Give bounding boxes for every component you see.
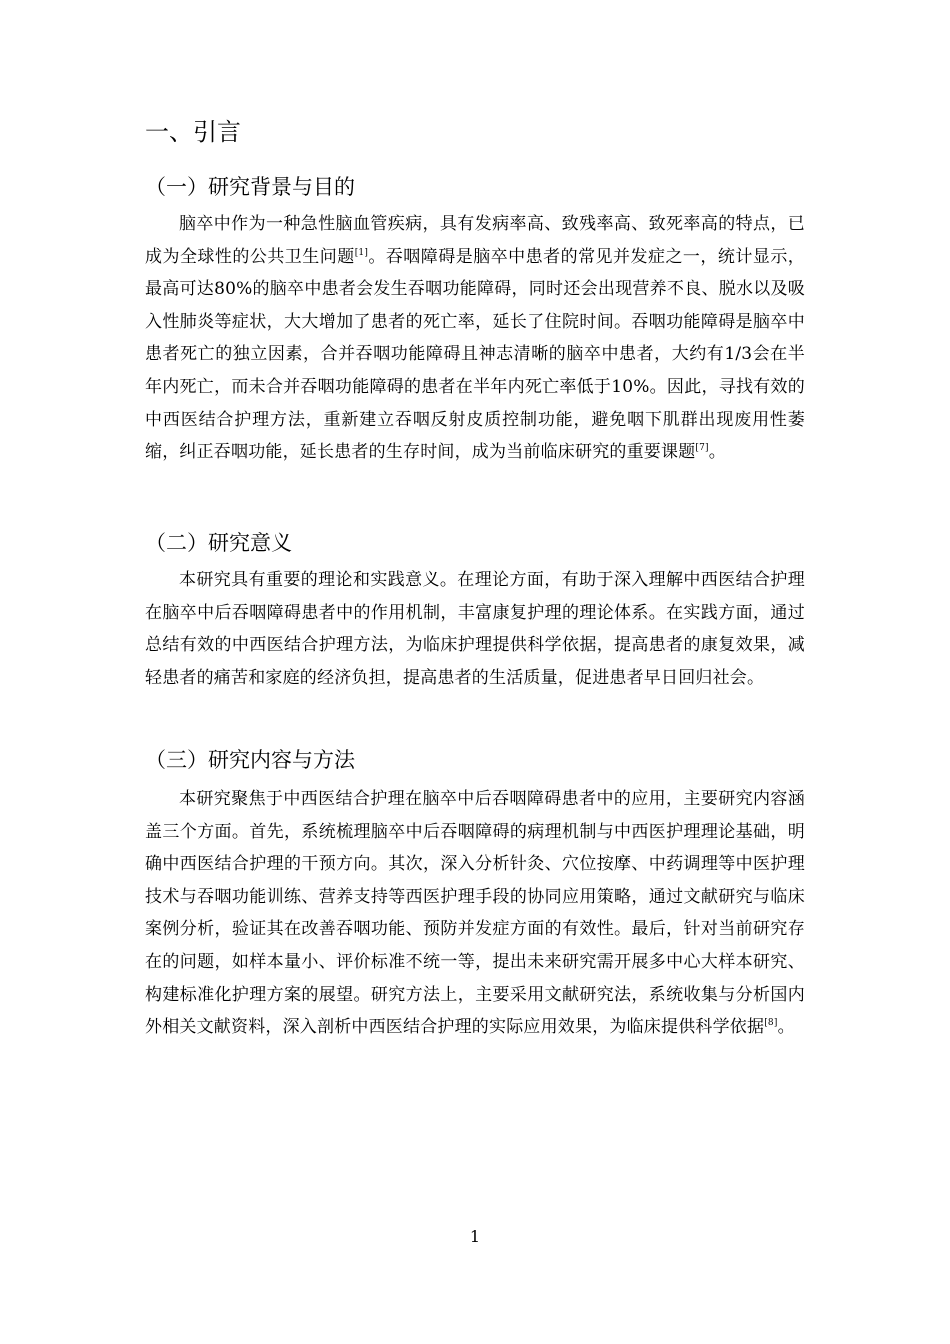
paragraph-text: 。 xyxy=(708,442,726,463)
section-heading-significance: （二）研究意义 xyxy=(145,531,292,555)
section-paragraph-significance xyxy=(145,564,805,694)
paragraph-text: 脑卒中作为一种急性脑血管疾病，具有发病率高、致残率高、致死率高的特点，已成为全球性的公共卫生问题 xyxy=(145,214,805,267)
paragraph-text: 本研究聚焦于中西医结合护理在脑卒中后吞咽障碍患者中的应用，主要研究内容涵盖三个方面。首先，系统梳理脑卒中后吞咽障碍的病理机制与中西医护理理论基础，明确中西医结合护理的干预方向。其次，深入分析针灸、穴位按摩、中药调理等中医护理技术与吞咽功能训练、营养支持等西医护理手段的协同应用策略，通过文献研究与临床案例分析，验证其在改善吞咽功能、预防并发症方面的有效性。最后，针对当前研究存在的问题，如样本量小、评价标准不统一等，提出未来研究需开展多中心大样本研究、构建标准化护理方案的展望。研究方法上，主要采用文献研究法，系统收集与分析国内外相关文献资料，深入剖析中西医结合护理的实际应用效果，为临床提供科学依据 xyxy=(145,789,805,1038)
citation-marker: [8] xyxy=(764,1018,778,1029)
paragraph-text: 。吞咽障碍是脑卒中患者的常见并发症之一，统计显示，最高可达80%的脑卒中患者会发生吞咽功能障碍，同时还会出现营养不良、脱水以及吸入性肺炎等症状，大大增加了患者的死亡率，延长了住院时间。吞咽功能障碍是脑卒中患者死亡的独立因素，合并吞咽功能障碍且神志清晰的脑卒中患者，大约有1/3会在半年内死亡，而未合并吞咽功能障碍的患者在半年内死亡率低于10%。因此，寻找有效的中西医结合护理方法，重新建立吞咽反射皮质控制功能，避免咽下肌群出现废用性萎缩，纠正吞咽功能，延长患者的生存时间，成为当前临床研究的重要课题 xyxy=(145,246,805,463)
section-heading-content-methods: （三）研究内容与方法 xyxy=(145,748,355,772)
paragraph-text: 本研究具有重要的理论和实践意义。在理论方面，有助于深入理解中西医结合护理在脑卒中后吞咽障碍患者中的作用机制，丰富康复护理的理论体系。在实践方面，通过总结有效的中西医结合护理方法，为临床护理提供科学依据，提高患者的康复效果，减轻患者的痛苦和家庭的经济负担，提高患者的生活质量，促进患者早日回归社会。 xyxy=(145,570,805,688)
section-paragraph-background xyxy=(145,208,805,469)
citation-marker: [7] xyxy=(695,443,709,454)
page-number: 1 xyxy=(469,1227,481,1246)
chapter-heading: 一、引言 xyxy=(145,118,241,146)
section-heading-background: （一）研究背景与目的 xyxy=(145,175,355,199)
paragraph-text: 。 xyxy=(777,1017,795,1038)
section-paragraph-content-methods xyxy=(145,783,805,1044)
citation-marker: [1] xyxy=(354,247,369,258)
